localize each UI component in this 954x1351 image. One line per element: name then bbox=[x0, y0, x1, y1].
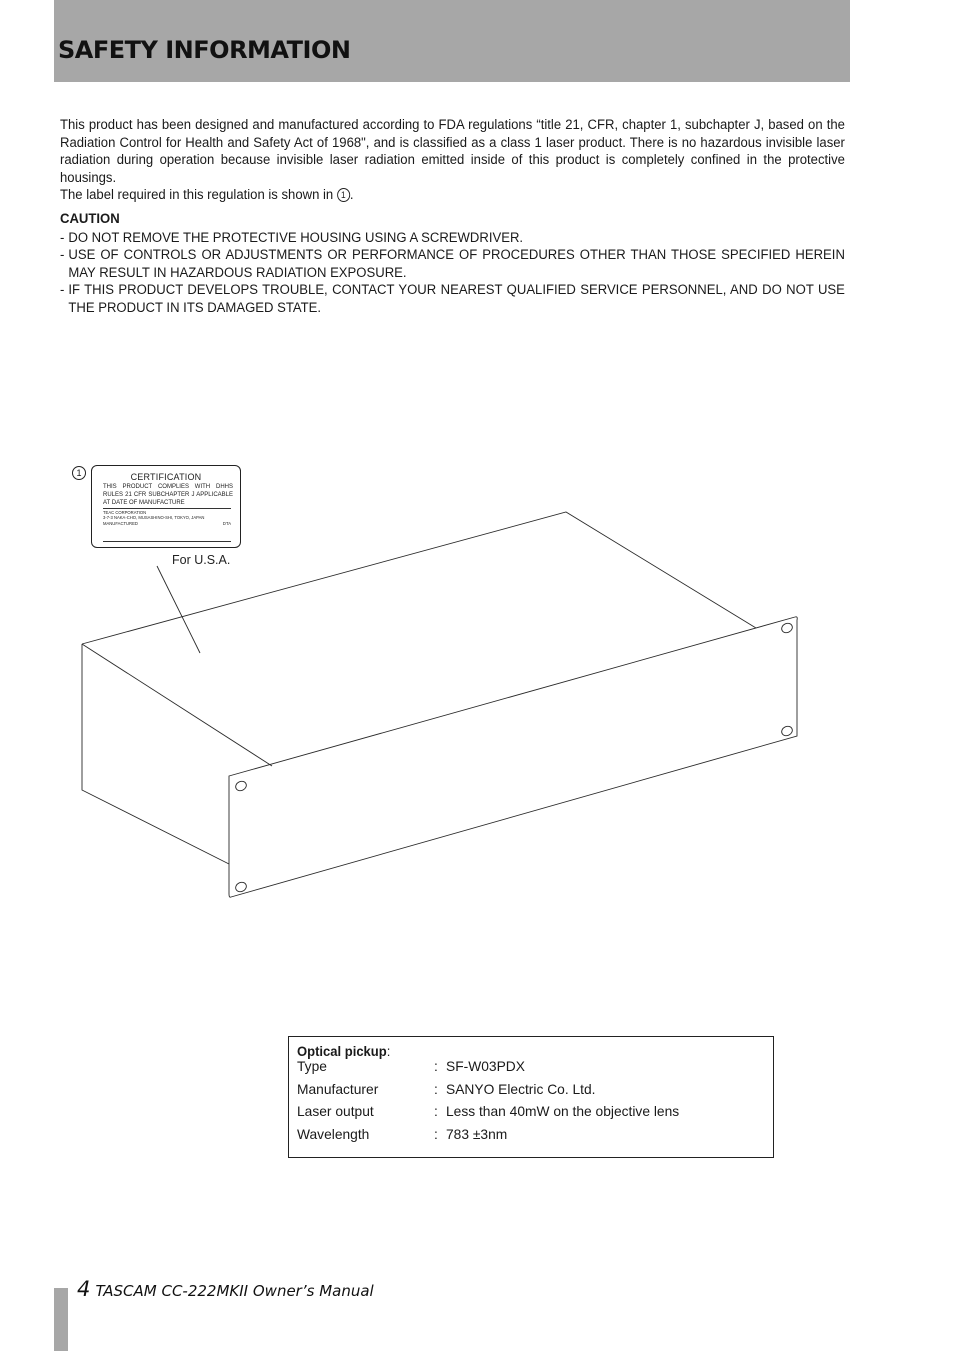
intro-text bbox=[60, 116, 845, 204]
spec-separator: : bbox=[434, 1104, 438, 1119]
caution-list bbox=[60, 229, 845, 317]
spec-separator: : bbox=[434, 1059, 438, 1074]
cert-label-maker bbox=[103, 510, 233, 520]
spec-value: Less than 40mW on the objective lens bbox=[446, 1104, 680, 1119]
spec-heading bbox=[297, 1043, 390, 1059]
page-title: SAFETY INFORMATION bbox=[58, 36, 351, 64]
label-reference-marker: 1 bbox=[337, 188, 350, 202]
spec-heading-colon: : bbox=[386, 1043, 391, 1059]
mounting-hole bbox=[234, 881, 248, 894]
spec-row bbox=[297, 1104, 767, 1122]
page-footer bbox=[77, 1277, 374, 1301]
caution-title: CAUTION bbox=[60, 210, 120, 226]
spec-value: SANYO Electric Co. Ltd. bbox=[446, 1082, 596, 1097]
certification-label bbox=[91, 465, 241, 548]
spec-key: Type bbox=[297, 1059, 327, 1074]
manual-title: TASCAM CC-222MKII Owner’s Manual bbox=[95, 1282, 374, 1300]
cert-manufactured-text: MANUFACTURED bbox=[103, 521, 138, 526]
caution-item: - IF THIS PRODUCT DEVELOPS TROUBLE, CONTACT YOUR NEAREST QUALIFIED SERVICE PERSONNEL, AND DO NOT USE THE PRODUCT IN ITS DAMAGED STATE. bbox=[60, 281, 845, 316]
cert-label-rule bbox=[103, 508, 231, 509]
device-front-panel bbox=[229, 617, 797, 897]
footer-bar bbox=[54, 1288, 68, 1351]
mounting-hole bbox=[234, 780, 248, 793]
page-number: 4 bbox=[77, 1277, 91, 1301]
header-bar bbox=[54, 0, 850, 82]
device-left-side bbox=[82, 644, 229, 864]
label-note bbox=[60, 186, 845, 204]
cert-maker-name: TEAC CORPORATION bbox=[103, 510, 147, 515]
mounting-hole bbox=[780, 622, 794, 635]
spec-value: SF-W03PDX bbox=[446, 1059, 525, 1074]
label-note-text: The label required in this regulation is shown in bbox=[60, 186, 337, 203]
spec-separator: : bbox=[434, 1082, 438, 1097]
spec-heading-label: Optical pickup bbox=[297, 1043, 387, 1059]
cert-maker-address: 3-7-3 NAKA-CHO, MUSASHINO-SHI, TOKYO, JAPAN bbox=[103, 515, 205, 521]
figure-caption: For U.S.A. bbox=[172, 553, 231, 567]
spec-row bbox=[297, 1059, 767, 1077]
caution-item: - USE OF CONTROLS OR ADJUSTMENTS OR PERFORMANCE OF PROCEDURES OTHER THAN THOSE SPECIFIED HEREIN MAY RESULT IN HAZARDOUS RADIATION EXPOSURE. bbox=[60, 246, 845, 281]
spec-key: Wavelength bbox=[297, 1127, 370, 1142]
cert-label-title: CERTIFICATION bbox=[130, 472, 202, 482]
label-note-end: . bbox=[349, 186, 354, 203]
spec-key: Manufacturer bbox=[297, 1082, 379, 1097]
intro-paragraph: This product has been designed and manufactured according to FDA regulations “title 21, CFR, chapter 1, subchapter J, based on the Radiation Control for Health and Safety Act of 1968", and is classified as a class 1 laser product. There is no hazardous invisible laser radiation during operation because invisible laser radiation emitted inside of this product is completely confined in the protective housings. bbox=[60, 116, 845, 185]
caution-item: - DO NOT REMOVE THE PROTECTIVE HOUSING USING A SCREWDRIVER. bbox=[60, 229, 845, 247]
optical-pickup-specs bbox=[288, 1036, 774, 1158]
spec-row bbox=[297, 1127, 767, 1145]
spec-row bbox=[297, 1082, 767, 1100]
mounting-hole bbox=[780, 725, 794, 738]
label-leader-line bbox=[157, 566, 200, 653]
cert-label-text: THIS PRODUCT COMPLIES WITH DHHS RULES 21 CFR SUBCHAPTER J APPLICABLE AT DATE OF MANUFACTURE bbox=[103, 484, 233, 507]
spec-value: 783 ±3nm bbox=[446, 1127, 508, 1142]
device-top-front-edge bbox=[82, 644, 272, 766]
cert-dta-text: DTA bbox=[222, 521, 231, 526]
spec-separator: : bbox=[434, 1127, 438, 1142]
cert-label-rule bbox=[103, 541, 231, 542]
caution-section bbox=[60, 210, 845, 317]
figure-marker: 1 bbox=[72, 466, 86, 480]
cert-label-manufactured bbox=[103, 521, 231, 526]
spec-key: Laser output bbox=[297, 1104, 374, 1119]
